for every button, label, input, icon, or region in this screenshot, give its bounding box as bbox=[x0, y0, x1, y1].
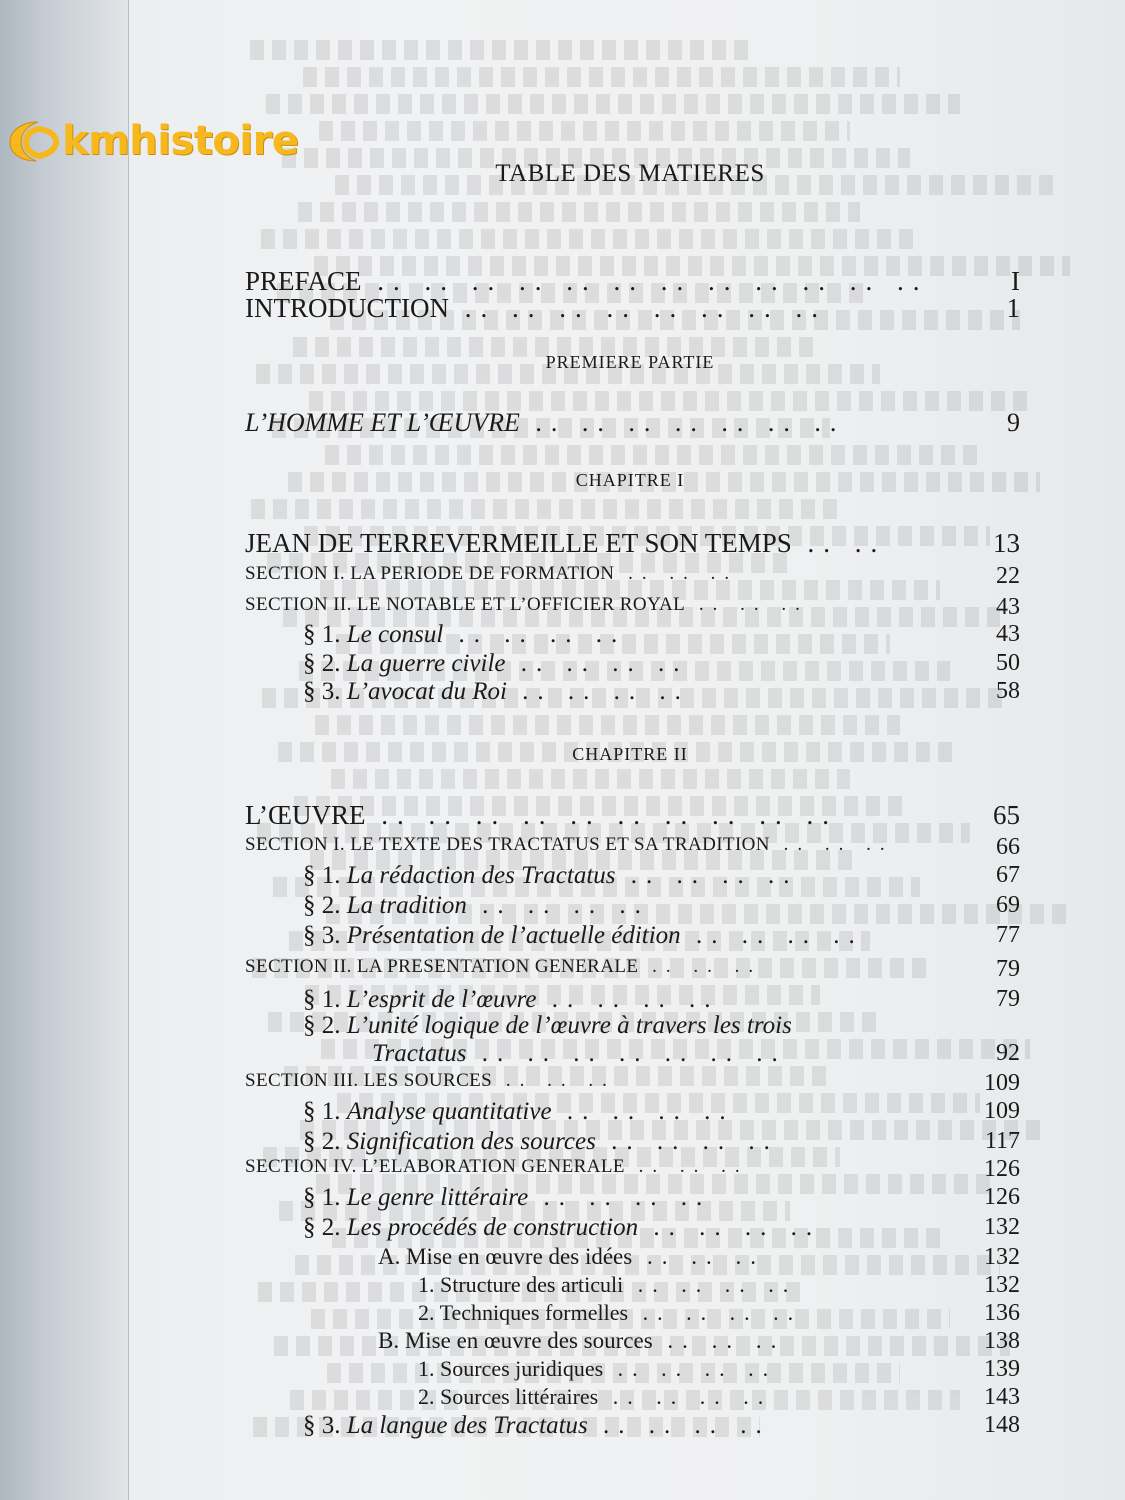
entry-label: § 1. Le genre littéraire bbox=[303, 1184, 529, 1211]
leader-dots: .. .. .. .. bbox=[528, 1184, 712, 1211]
leader-dots: .. .. .. bbox=[652, 1328, 786, 1353]
page-number: 143 bbox=[984, 1384, 1020, 1410]
ghost-line bbox=[303, 67, 900, 87]
page-number: 139 bbox=[984, 1356, 1020, 1382]
book-binding bbox=[0, 0, 129, 1500]
entry-label: 1. Sources juridiques bbox=[418, 1356, 604, 1381]
page-number: 22 bbox=[996, 563, 1020, 589]
page-number: 132 bbox=[984, 1272, 1020, 1298]
leader-dots: .. .. .. bbox=[685, 594, 809, 615]
entry-label: 1. Structure des articuli bbox=[418, 1272, 624, 1297]
leader-dots: .. .. .. .. bbox=[551, 1098, 735, 1125]
page-number: 148 bbox=[984, 1412, 1020, 1438]
leader-dots: .. .. .. bbox=[492, 1070, 616, 1091]
page-number: 66 bbox=[996, 834, 1020, 860]
leader-dots: .. .. .. .. bbox=[466, 892, 650, 919]
leader-dots: .. .. .. .. .. .. .. bbox=[519, 408, 846, 437]
ghost-line bbox=[250, 40, 750, 60]
part-heading: PREMIERE PARTIE bbox=[545, 352, 715, 372]
entry-label: § 2. L’unité logique de l’œuvre à travers les trois bbox=[303, 1012, 792, 1039]
entry-label: JEAN DE TERREVERMEILLE ET SON TEMPS bbox=[245, 528, 792, 558]
ghost-line bbox=[315, 715, 900, 735]
leader-dots: .. .. .. .. bbox=[638, 1214, 822, 1241]
entry-label: SECTION III. LES SOURCES bbox=[245, 1070, 493, 1091]
leader-dots: .. .. .. .. bbox=[595, 1128, 779, 1155]
chapter-heading: CHAPITRE II bbox=[572, 744, 688, 764]
entry-label: § 1. La rédaction des Tractatus bbox=[303, 862, 616, 889]
page-number: 138 bbox=[984, 1328, 1020, 1354]
page-number: 13 bbox=[993, 528, 1020, 558]
leader-dots: .. .. .. .. bbox=[506, 678, 690, 705]
leader-dots: .. .. .. bbox=[632, 1244, 765, 1269]
ghost-line bbox=[266, 94, 960, 114]
page-number: 65 bbox=[993, 800, 1020, 830]
entry-label: A. Mise en œuvre des idées bbox=[378, 1244, 633, 1269]
entry-label: B. Mise en œuvre des sources bbox=[378, 1328, 653, 1353]
entry-label: § 2. La guerre civile bbox=[303, 650, 506, 677]
leader-dots: .. .. .. .. bbox=[623, 1272, 798, 1297]
page-number: 43 bbox=[996, 594, 1020, 620]
page-number: 92 bbox=[996, 1040, 1020, 1066]
page-number: 77 bbox=[996, 922, 1020, 948]
entry-label: § 1. Analyse quantitative bbox=[303, 1098, 552, 1125]
page-number: 79 bbox=[996, 956, 1020, 982]
entry-label: PREFACE bbox=[245, 266, 362, 296]
leader-dots: .. .. .. .. bbox=[680, 922, 864, 949]
page-number: 9 bbox=[1007, 408, 1020, 437]
page-number: 58 bbox=[996, 678, 1020, 704]
page-number: 67 bbox=[996, 862, 1020, 888]
entry-label: 2. Sources littéraires bbox=[418, 1384, 599, 1409]
leader-dots: .. .. .. bbox=[638, 956, 763, 977]
leader-dots: .. .. .. .. bbox=[587, 1412, 771, 1439]
leader-dots: .. .. .. .. .. .. .. .. .. .. .. .. bbox=[361, 266, 929, 296]
entry-label: SECTION II. LA PRESENTATION GENERALE bbox=[245, 956, 639, 977]
page-number: 117 bbox=[984, 1128, 1020, 1154]
page-number: I bbox=[1011, 266, 1020, 296]
entry-label: SECTION IV. L’ELABORATION GENERALE bbox=[245, 1156, 625, 1177]
entry-label: § 2. Les procédés de construction bbox=[303, 1214, 639, 1241]
leader-dots: .. .. .. .. bbox=[598, 1384, 773, 1409]
ghost-line bbox=[325, 445, 980, 465]
entry-label: SECTION I. LA PERIODE DE FORMATION bbox=[245, 563, 615, 584]
ghost-line bbox=[331, 769, 850, 789]
leader-dots: .. .. .. bbox=[624, 1156, 749, 1177]
entry-label: L’HOMME ET L’ŒUVRE bbox=[245, 408, 520, 437]
leader-dots: .. .. .. .. .. .. .. .. .. .. bbox=[365, 800, 839, 830]
entry-label: § 1. L’esprit de l’œuvre bbox=[303, 986, 537, 1013]
entry-label: SECTION II. LE NOTABLE ET L’OFFICIER ROYAL bbox=[245, 594, 686, 615]
page-number: 79 bbox=[996, 986, 1020, 1012]
page-number: 109 bbox=[984, 1070, 1020, 1096]
leader-dots: .. .. .. .. bbox=[536, 986, 720, 1013]
page-number: 1 bbox=[1006, 293, 1020, 323]
page-number: 132 bbox=[984, 1214, 1020, 1240]
crescent-logo-icon bbox=[8, 118, 60, 164]
entry-label: § 3. La langue des Tractatus bbox=[303, 1412, 588, 1439]
ghost-line bbox=[319, 121, 850, 141]
entry-label: § 3. L’avocat du Roi bbox=[303, 678, 507, 705]
entry-label: § 2. La tradition bbox=[303, 892, 467, 919]
ghost-line bbox=[261, 229, 920, 249]
ghost-line bbox=[298, 202, 860, 222]
ghost-line bbox=[251, 499, 840, 519]
leader-dots: .. .. .. .. .. .. .. bbox=[466, 1040, 787, 1067]
leader-dots: .. .. .. bbox=[769, 834, 894, 855]
entry-label: § 1. Le consul bbox=[303, 621, 444, 648]
chapter-heading: CHAPITRE I bbox=[575, 470, 685, 490]
leader-dots: .. .. .. .. bbox=[603, 1356, 778, 1381]
leader-dots: .. .. .. .. bbox=[615, 862, 799, 889]
page-number: 43 bbox=[996, 621, 1020, 647]
leader-dots: .. .. .. bbox=[614, 563, 739, 584]
leader-dots: .. .. .. .. bbox=[628, 1300, 803, 1325]
entry-label: § 3. Présentation de l’actuelle édition bbox=[303, 922, 681, 949]
entry-label: SECTION I. LE TEXTE DES TRACTATUS ET SA TRADITION bbox=[245, 834, 770, 855]
leader-dots: .. .. .. .. bbox=[443, 621, 627, 648]
leader-dots: .. .. .. .. bbox=[505, 650, 689, 677]
page-number: 136 bbox=[984, 1300, 1020, 1326]
entry-label: 2. Techniques formelles bbox=[418, 1300, 629, 1325]
leader-dots: .. .. bbox=[791, 528, 887, 558]
entry-label: INTRODUCTION bbox=[245, 293, 449, 323]
entry-label: Tractatus bbox=[372, 1040, 467, 1067]
page-number: 109 bbox=[984, 1098, 1020, 1124]
page-number: 126 bbox=[984, 1184, 1020, 1210]
page-number: 126 bbox=[984, 1156, 1020, 1182]
toc-title: TABLE DES MATIERES bbox=[495, 160, 765, 187]
leader-dots: .. .. .. .. .. .. .. .. bbox=[448, 293, 827, 323]
page-number: 132 bbox=[984, 1244, 1020, 1270]
page-number: 69 bbox=[996, 892, 1020, 918]
page-number: 50 bbox=[996, 650, 1020, 676]
entry-label: L’ŒUVRE bbox=[245, 800, 366, 830]
watermark-text: kmhistoire bbox=[62, 118, 299, 164]
entry-label: § 2. Signification des sources bbox=[303, 1128, 596, 1155]
